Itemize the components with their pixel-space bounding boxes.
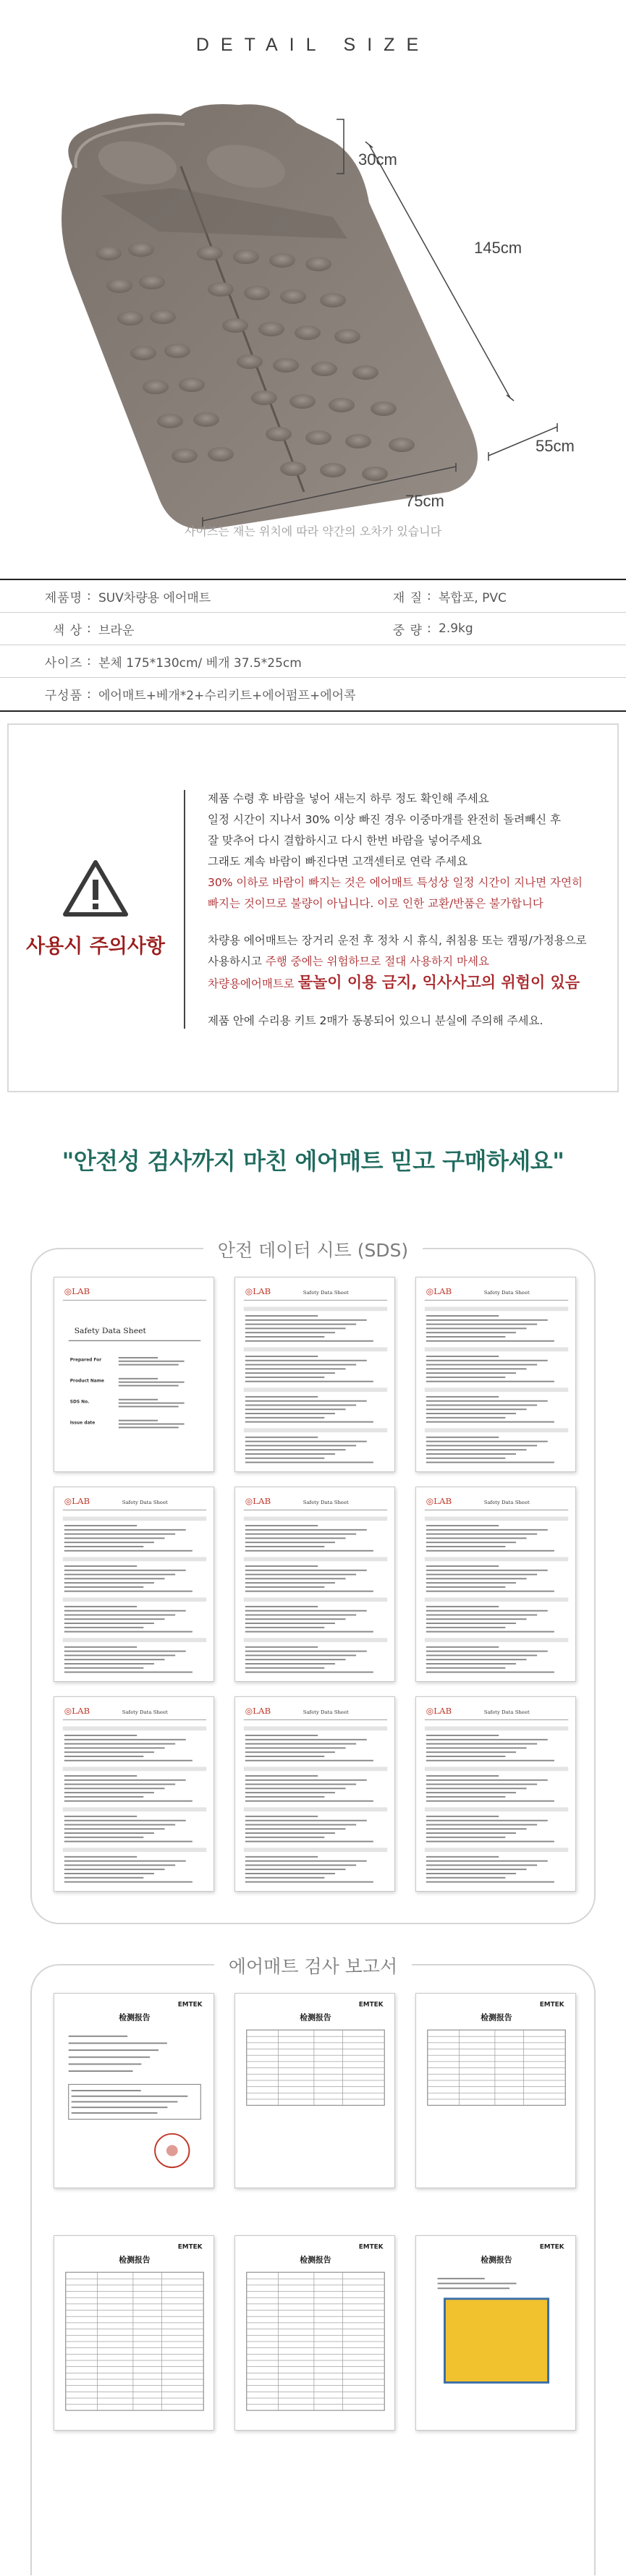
sds-document-page xyxy=(415,1696,576,1892)
svg-text:EMTEK: EMTEK xyxy=(539,2001,564,2009)
svg-text:EMTEK: EMTEK xyxy=(177,2243,203,2251)
caution-line: 차량용에어매트로 물놀이 이용 금지, 익사사고의 위험이 있음 xyxy=(208,974,580,991)
svg-text:检测报告: 检测报告 xyxy=(300,2012,331,2023)
caution-line: 잘 맞추어 다시 결합하시고 다시 한번 바람을 넣어주세요 xyxy=(208,834,482,847)
caution-line: 일정 시간이 지나서 30% 이상 빠진 경우 이중마개를 완전히 돌려빼신 후 xyxy=(208,813,561,826)
svg-text:EMTEK: EMTEK xyxy=(358,2001,384,2009)
sds-document-page xyxy=(234,1487,395,1682)
sds-document-page xyxy=(415,1487,576,1682)
svg-text:Safety Data Sheet: Safety Data Sheet xyxy=(483,1709,530,1716)
sds-section-title: 안전 데이터 시트 (SDS) xyxy=(203,1240,423,1261)
svg-text:◎LAB: ◎LAB xyxy=(426,1496,452,1507)
spec-value: SUV차량용 에어매트 xyxy=(98,590,211,605)
svg-text:Safety Data Sheet: Safety Data Sheet xyxy=(483,1500,530,1506)
report-document-page xyxy=(415,1993,576,2188)
spec-row: 사이즈 : 본체 175*130cm/ 베개 37.5*25cm xyxy=(0,645,626,678)
spec-key: 사이즈 xyxy=(44,655,83,671)
warning-triangle-icon xyxy=(62,858,129,917)
report-section-title: 에어매트 검사 보고서 xyxy=(214,1956,412,1977)
svg-text:Safety Data Sheet: Safety Data Sheet xyxy=(303,1290,349,1296)
report-section xyxy=(30,1956,596,2575)
sds-document-page xyxy=(234,1277,395,1472)
caution-text xyxy=(208,788,613,1032)
svg-text:Product Name: Product Name xyxy=(69,1379,104,1384)
detail-size-title: DETAIL SIZE xyxy=(195,35,431,55)
dim-depth-label: 55cm xyxy=(536,437,575,455)
svg-text:Safety Data Sheet: Safety Data Sheet xyxy=(303,1500,349,1506)
caution-line-red: 30% 이하로 바람이 빠지는 것은 에어매트 특성상 일정 시간이 지나면 자연히 xyxy=(208,876,583,889)
svg-text:检测报告: 检测报告 xyxy=(481,2012,512,2023)
svg-text:Issue date: Issue date xyxy=(69,1421,96,1426)
caution-box xyxy=(7,723,619,1092)
svg-text:Safety Data Sheet: Safety Data Sheet xyxy=(303,1709,349,1716)
spec-row: 색 상 : 브라운 중 량 : 2.9kg xyxy=(0,613,626,645)
spec-key: 재 질 xyxy=(392,590,423,605)
caution-line-red: 빠지는 것이므로 불량이 아닙니다. 이로 인한 교환/반품은 불가합니다 xyxy=(208,897,543,910)
caution-line: 제품 수령 후 바람을 넣어 새는지 하루 정도 확인해 주세요 xyxy=(208,792,489,805)
sds-document-page xyxy=(54,1487,214,1682)
svg-text:Safety Data Sheet: Safety Data Sheet xyxy=(74,1326,146,1336)
spec-key: 구성품 xyxy=(44,689,83,703)
mattress-illustration xyxy=(29,87,608,543)
sds-document-page xyxy=(415,1277,576,1472)
svg-text:◎LAB: ◎LAB xyxy=(426,1286,452,1297)
sds-document-page xyxy=(234,1696,395,1892)
svg-text:EMTEK: EMTEK xyxy=(358,2243,384,2251)
spec-value: 복합포, PVC xyxy=(439,590,507,605)
svg-text:◎LAB: ◎LAB xyxy=(64,1706,90,1717)
report-document-page xyxy=(415,2235,576,2431)
svg-text:◎LAB: ◎LAB xyxy=(64,1286,90,1297)
svg-text:检测报告: 检测报告 xyxy=(119,2255,151,2265)
svg-text:◎LAB: ◎LAB xyxy=(245,1706,271,1717)
caution-divider xyxy=(184,790,185,1029)
svg-text:EMTEK: EMTEK xyxy=(539,2243,564,2251)
dim-height-label: 30cm xyxy=(358,150,397,169)
caution-title: 사용시 주의사항 xyxy=(26,935,165,958)
caution-header xyxy=(9,725,182,1091)
spec-key: 제품명 xyxy=(44,590,83,605)
svg-text:◎LAB: ◎LAB xyxy=(245,1286,271,1297)
caution-line: 차량용 에어매트는 장거리 운전 후 정차 시 휴식, 취침용 또는 캠핑/가정용으로 xyxy=(208,934,587,947)
spec-value: 브라운 xyxy=(98,623,135,638)
sds-document-page xyxy=(54,1696,214,1892)
svg-text:◎LAB: ◎LAB xyxy=(426,1706,452,1717)
spec-value: 2.9kg xyxy=(439,621,473,636)
svg-text:◎LAB: ◎LAB xyxy=(245,1496,271,1507)
spec-row: 구성품 : 에어매트+베개*2+수리키트+에어펌프+에어콕 xyxy=(0,678,626,710)
caution-line: 사용하시고 주행 중에는 위험하므로 절대 사용하지 마세요 xyxy=(208,955,489,968)
svg-text:检测报告: 检测报告 xyxy=(481,2255,512,2265)
caution-line: 그래도 계속 바람이 빠진다면 고객센터로 연락 주세요 xyxy=(208,855,468,868)
report-document-page xyxy=(54,2235,214,2431)
sds-document-page xyxy=(54,1277,214,1472)
svg-text:检测报告: 检测报告 xyxy=(119,2012,151,2023)
spec-value: 본체 175*130cm/ 베개 37.5*25cm xyxy=(98,655,302,671)
spec-row: 제품명 : SUV차량용 에어매트 재 질 : 복합포, PVC xyxy=(0,580,626,613)
size-tolerance-note: 사이즈는 재는 위치에 따라 약간의 오차가 있습니다 xyxy=(184,524,442,538)
svg-text:Safety Data Sheet: Safety Data Sheet xyxy=(122,1500,168,1506)
caution-line: 제품 안에 수리용 키트 2매가 동봉되어 있으니 분실에 주의해 주세요. xyxy=(208,1014,543,1027)
svg-text:◎LAB: ◎LAB xyxy=(64,1496,90,1507)
svg-text:Prepared For: Prepared For xyxy=(69,1358,102,1363)
svg-text:检测报告: 检测报告 xyxy=(300,2255,331,2265)
svg-text:Safety Data Sheet: Safety Data Sheet xyxy=(122,1709,168,1716)
dim-width-label: 75cm xyxy=(405,492,444,510)
svg-text:EMTEK: EMTEK xyxy=(177,2001,203,2009)
spec-value: 에어매트+베개*2+수리키트+에어펌프+에어콕 xyxy=(98,689,356,703)
sds-section xyxy=(30,1240,596,1924)
spec-key: 색 상 xyxy=(52,623,83,638)
svg-text:SDS No.: SDS No. xyxy=(69,1400,90,1405)
dim-length-label: 145cm xyxy=(474,239,523,257)
report-document-page xyxy=(234,2235,395,2431)
trust-headline: "안전성 검사까지 마친 에어매트 믿고 구매하세요" xyxy=(62,1147,564,1175)
report-document-page xyxy=(234,1993,395,2188)
report-document-page xyxy=(54,1993,214,2188)
spec-table xyxy=(0,579,626,712)
spec-key: 중 량 xyxy=(392,623,423,638)
svg-text:Safety Data Sheet: Safety Data Sheet xyxy=(483,1290,530,1296)
